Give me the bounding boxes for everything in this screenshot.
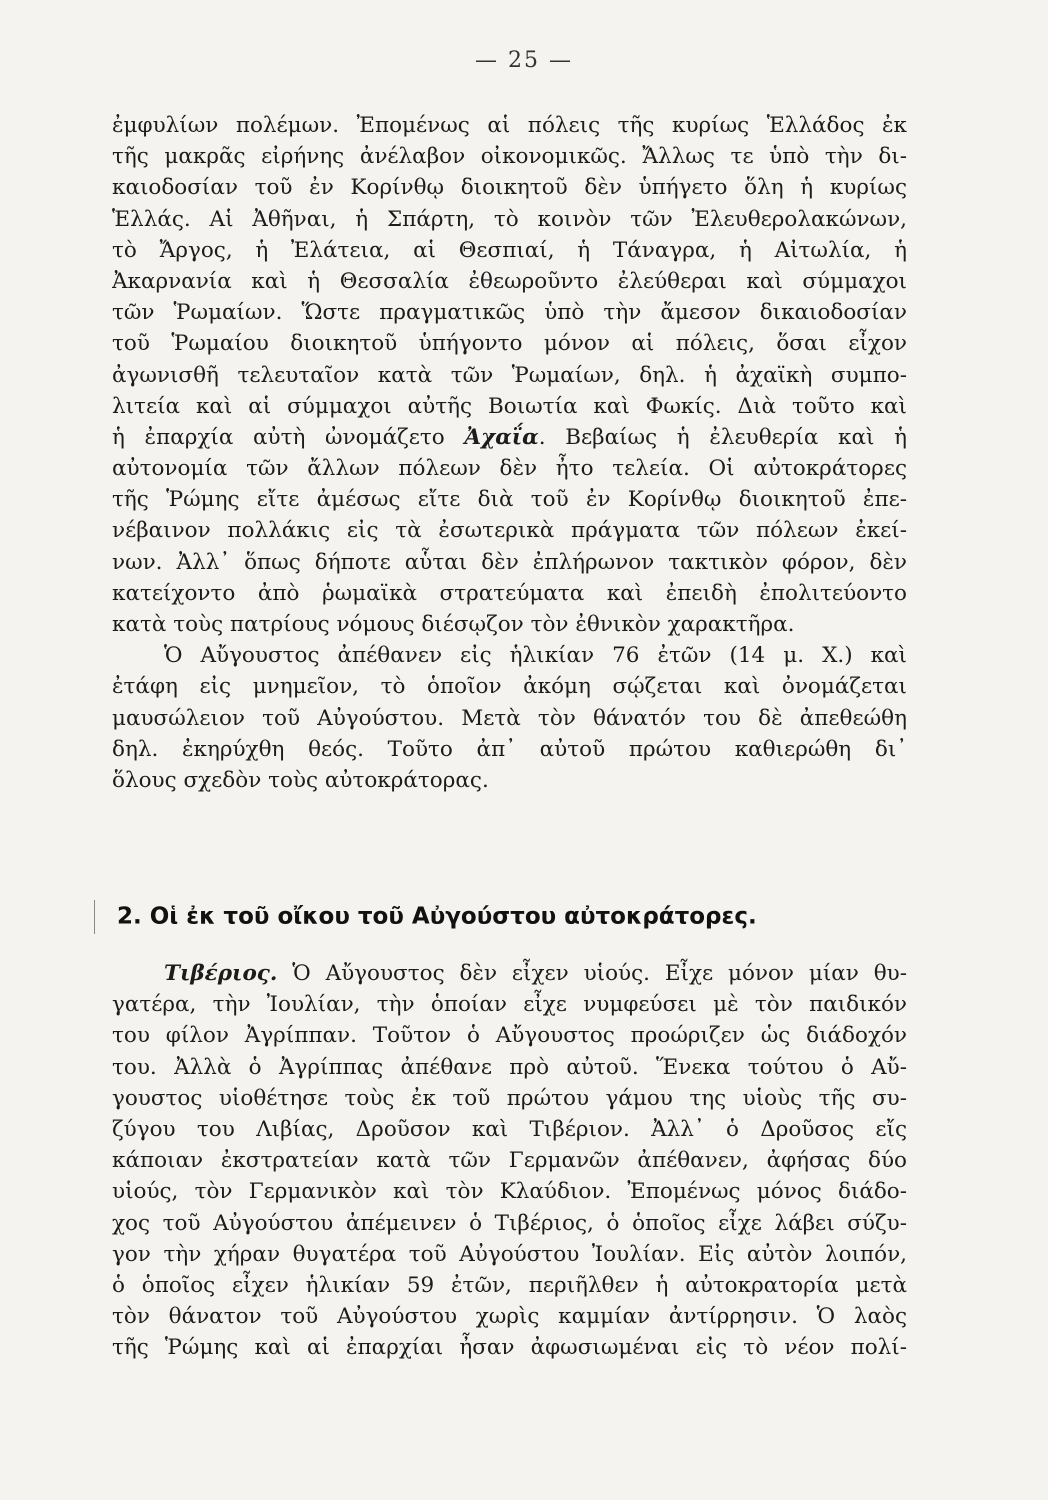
text-line: γουστος υἱοθέτησε τοὺς ἐκ τοῦ πρώτου γάμου της υἱοὺς τῆς συ-: [112, 1085, 907, 1111]
text-line: λιτεία καὶ αἱ σύμμαχοι αὐτῆς Βοιωτία καὶ Φωκίς. Διὰ τοῦτο καὶ: [112, 393, 907, 419]
text-line: ἐτάφη εἰς μνημεῖον, τὸ ὁποῖον ἀκόμη σῴζεται καὶ ὀνομάζεται: [112, 674, 907, 700]
text-line: τῆς μακρᾶς εἰρήνης ἀνέλαβον οἰκονομικῶς. Ἄλλως τε ὑπὸ τὴν δι-: [112, 144, 907, 170]
text-line: ἀγωνισθῆ τελευταῖον κατὰ τῶν Ῥωμαίων, δηλ. ἡ ἀχαϊκὴ συμπο-: [112, 362, 907, 388]
text-line: μαυσώλειον τοῦ Αὐγούστου. Μετὰ τὸν θάνατόν του δὲ ἀπεθεώθη: [112, 705, 907, 731]
text-line: τῶν Ῥωμαίων. Ὥστε πραγματικῶς ὑπὸ τὴν ἄμεσον δικαιοδοσίαν: [112, 300, 907, 326]
text-line: τῆς Ῥώμης καὶ αἱ ἐπαρχίαι ἦσαν ἀφωσιωμέναι εἰς τὸ νέον πολί-: [112, 1335, 907, 1361]
main-text-bottom: [112, 958, 907, 1363]
text-line: Ὁ Αὔγουστος ἀπέθανεν εἰς ἡλικίαν 76 ἐτῶν (14 μ. Χ.) καὶ: [164, 643, 907, 669]
margin-mark: [94, 900, 113, 934]
text-line: ὅλους σχεδὸν τοὺς αὐτοκράτορας.: [112, 767, 489, 793]
text-fragment: Ὁ Αὔγουστος δὲν εἶχεν υἱούς. Εἶχε μόνον μίαν θυ-: [277, 961, 907, 986]
text-line: γατέρα, τὴν Ἰουλίαν, τὴν ὁποίαν εἶχε νυμφεύσει μὲ τὸν παιδικόν: [112, 992, 907, 1018]
section-heading-text: 2. Οἱ ἐκ τοῦ οἴκου τοῦ Αὐγούστου αὐτοκράτορες.: [117, 903, 757, 930]
text-line: του. Ἀλλὰ ὁ Ἀγρίππας ἀπέθανε πρὸ αὐτοῦ. Ἕνεκα τούτου ὁ Αὔ-: [112, 1054, 907, 1080]
text-line: χος τοῦ Αὐγούστου ἀπέμεινεν ὁ Τιβέριος, ὁ ὁποῖος εἶχε λάβει σύζυ-: [112, 1210, 907, 1236]
emphasized-term-achaia: Ἀχαΐα: [464, 424, 539, 450]
page-number: — 25 —: [475, 48, 573, 73]
text-line: καιοδοσίαν τοῦ ἐν Κορίνθῳ διοικητοῦ δὲν ὑπήγετο ὅλη ἡ κυρίως: [112, 175, 907, 201]
text-line: τοῦ Ῥωμαίου διοικητοῦ ὑπήγοντο μόνον αἱ πόλεις, ὅσαι εἶχον: [112, 331, 907, 357]
text-line: κατὰ τοὺς πατρίους νόμους διέσῳζον τὸν ἐθνικὸν χαρακτῆρα.: [112, 612, 795, 637]
text-line: τῆς Ῥώμης εἴτε ἀμέσως εἴτε διὰ τοῦ ἐν Κορίνθῳ διοικητοῦ ἐπε-: [112, 487, 907, 513]
text-fragment: . Βεβαίως ἡ ἐλευθερία καὶ ἡ: [538, 424, 907, 450]
text-line: του φίλον Ἀγρίππαν. Τοῦτον ὁ Αὔγουστος προώριζεν ὡς διάδοχόν: [112, 1023, 907, 1049]
text-line-tiberius: [112, 958, 907, 989]
section-heading: [94, 900, 914, 934]
text-line: τὸν θάνατον τοῦ Αὐγούστου χωρὶς καμμίαν ἀντίρρησιν. Ὁ λαὸς: [112, 1304, 907, 1330]
text-line: κατείχοντο ἀπὸ ῥωμαϊκὰ στρατεύματα καὶ ἐπειδὴ ἐπολιτεύοντο: [112, 580, 907, 606]
text-line: αὐτονομία τῶν ἄλλων πόλεων δὲν ἦτο τελεία. Οἱ αὐτοκράτορες: [112, 456, 907, 482]
text-line: δηλ. ἐκηρύχθη θεός. Τοῦτο ἀπ᾽ αὐτοῦ πρώτου καθιερώθη δι᾽: [112, 736, 907, 762]
text-line-achaia: [112, 422, 907, 453]
text-line: ἐμφυλίων πολέμων. Ἐπομένως αἱ πόλεις τῆς κυρίως Ἑλλάδος ἐκ: [112, 113, 907, 138]
text-line: Ἑλλάς. Αἱ Ἀθῆναι, ἡ Σπάρτη, τὸ κοινὸν τῶν Ἐλευθερολακώνων,: [112, 206, 907, 232]
text-line: νέβαινον πολλάκις εἰς τὰ ἐσωτερικὰ πράγματα τῶν πόλεων ἐκεί-: [112, 518, 907, 544]
text-line: υἱούς, τὸν Γερμανικὸν καὶ τὸν Κλαύδιον. Ἐπομένως μόνος διάδο-: [112, 1179, 907, 1205]
text-line: νων. Ἀλλ᾽ ὅπως δήποτε αὗται δὲν ἐπλήρωνον τακτικὸν φόρον, δὲν: [112, 549, 907, 575]
text-line: κάποιαν ἐκστρατείαν κατὰ τῶν Γερμανῶν ἀπέθανεν, ἀφήσας δύο: [112, 1148, 907, 1174]
text-line: Ἀκαρνανία καὶ ἡ Θεσσαλία ἐθεωροῦντο ἐλεύθεραι καὶ σύμμαχοι: [112, 268, 907, 294]
main-text-top: [112, 110, 907, 796]
text-fragment: ἡ ἐπαρχία αὐτὴ ὠνομάζετο: [112, 424, 445, 450]
lead-word-tiberius: Τιβέριος.: [164, 961, 278, 986]
text-line: ζύγου του Λιβίας, Δροῦσον καὶ Τιβέριον. Ἀλλ᾽ ὁ Δροῦσος εἴς: [112, 1116, 907, 1142]
text-line: γον τὴν χήραν θυγατέρα τοῦ Αὐγούστου Ἰουλίαν. Εἰς αὐτὸν λοιπόν,: [112, 1241, 907, 1267]
text-line: τὸ Ἄργος, ἡ Ἐλάτεια, αἱ Θεσπιαί, ἡ Τάναγρα, ἡ Αἰτωλία, ἡ: [112, 237, 907, 263]
text-line: ὁ ὁποῖος εἶχεν ἡλικίαν 59 ἐτῶν, περιῆλθεν ἡ αὐτοκρατορία μετὰ: [112, 1272, 907, 1298]
